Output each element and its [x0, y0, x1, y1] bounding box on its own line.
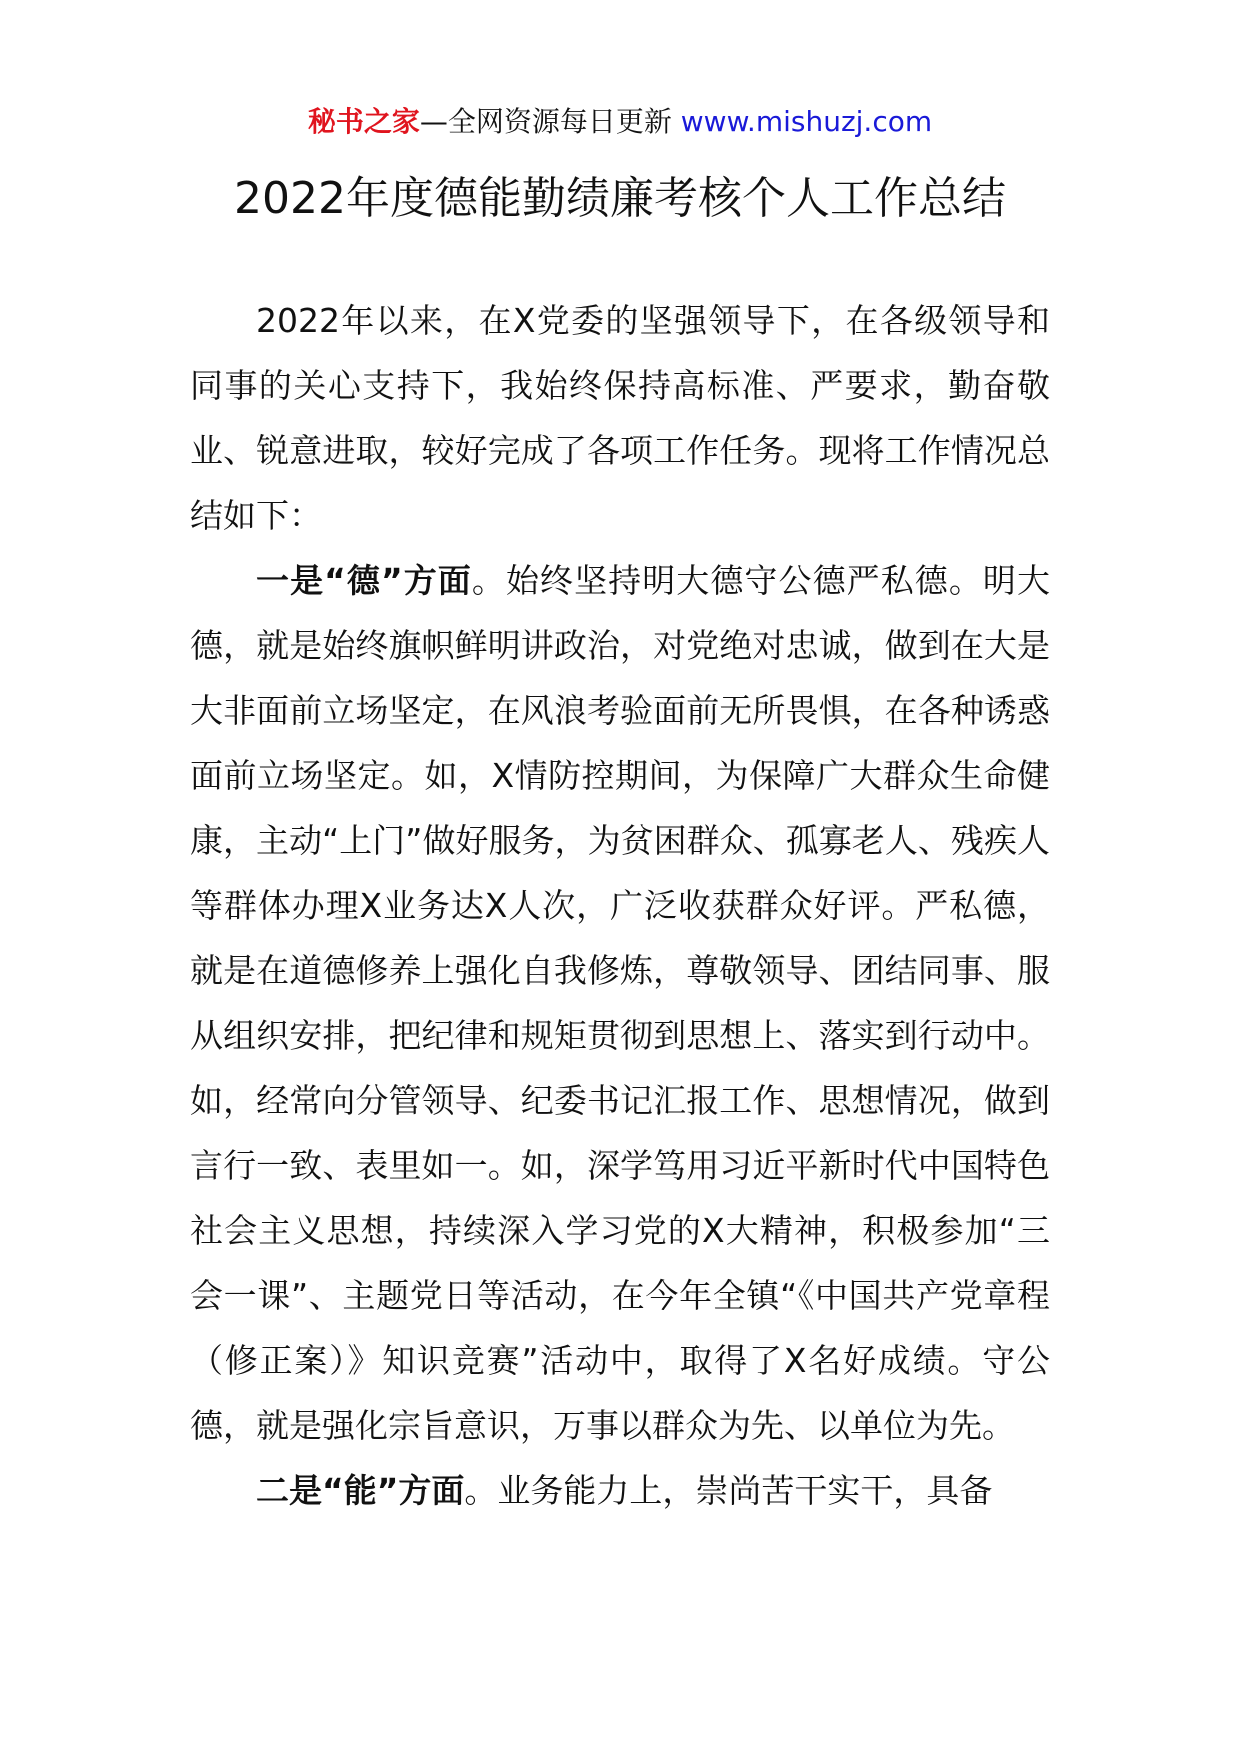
site-url-link[interactable]: www.mishuzj.com	[680, 105, 933, 138]
paragraph-intro	[190, 288, 1050, 548]
document-body	[190, 288, 1050, 1523]
paragraph-text: 。始终坚持明大德守公德严私德。明大德，就是始终旗帜鲜明讲政治，对党绝对忠诚，做到在大是大非面前立场坚定，在风浪考验面前无所畏惧，在各种诱惑面前立场坚定。如，X情防控期间，为保障广大群众生命健康，主动“上门”做好服务，为贫困群众、孤寡老人、残疾人等群体办理X业务达X人次，广泛收获群众好评。严私德，就是在道德修养上强化自我修炼，尊敬领导、团结同事、服从组织安排，把纪律和规矩贯彻到思想上、落实到行动中。如，经常向分管领导、纪委书记汇报工作、思想情况，做到言行一致、表里如一。如，深学笃用习近平新时代中国特色社会主义思想，持续深入学习党的X大精神，积极参加“三会一课”、主题党日等活动，在今年全镇“《中国共产党章程（修正案）》知识竞赛”活动中，取得了X名好成绩。守公德，就是强化宗旨意识，万事以群众为先、以单位为先。	[190, 561, 1050, 1445]
paragraph-lead: 二是“能”方面	[256, 1471, 465, 1510]
paragraph-de	[190, 548, 1050, 1458]
paragraph-text: 。业务能力上，崇尚苦干实干，具备	[464, 1471, 993, 1510]
site-header	[0, 100, 1240, 144]
paragraph-neng	[190, 1458, 1050, 1523]
paragraph-lead: 一是“德”方面	[256, 561, 472, 600]
paragraph-text: 2022年以来，在X党委的坚强领导下，在各级领导和同事的关心支持下，我始终保持高标准、严要求，勤奋敬业、锐意进取，较好完成了各项工作任务。现将工作情况总结如下：	[190, 301, 1050, 535]
header-tagline: —全网资源每日更新	[419, 105, 681, 138]
brand-name: 秘书之家	[307, 105, 420, 138]
document-title: 2022年度德能勤绩廉考核个人工作总结	[234, 173, 1006, 224]
